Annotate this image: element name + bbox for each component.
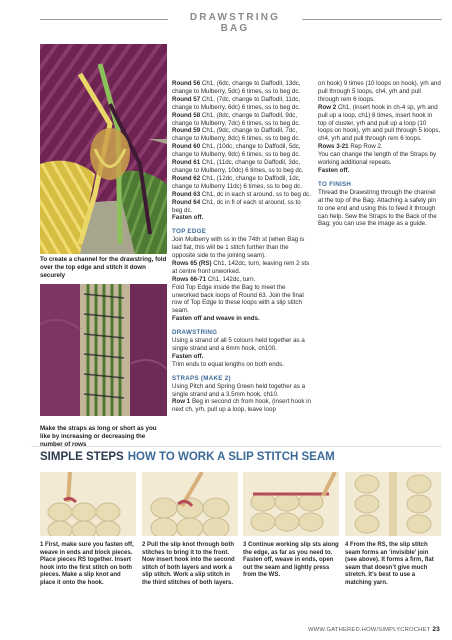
- step-4-body: From the RS, the slip stitch seam forms an ‘invisible’ join (see above). It forms a firm, flat seam that doesn’t give much stretch. It’s best to use a matching yarn.: [345, 542, 434, 586]
- rows66-text: Ch1, 142dc, turn.: [206, 275, 256, 283]
- round-label: Round 61: [172, 159, 201, 167]
- step-4-photo: [345, 472, 441, 536]
- step-4-number: 4: [345, 542, 349, 548]
- straps-fasten: Fasten off.: [318, 166, 350, 174]
- step-1-number: 1: [40, 542, 44, 548]
- top-edge-fold: Fold Top Edge inside the Bag to meet the unworked back loops of Round 63. Join the final row of Top Edge to these loops with a slip stitch seam.: [172, 283, 304, 315]
- rows3-label: Rows 3-21: [318, 143, 349, 151]
- round-64-instruction: [172, 199, 312, 215]
- drawstring-heading: DRAWSTRING: [172, 329, 218, 337]
- round-text: Ch1, (8dc, change to Daffodil, 9dc, change to Mulberry, 7dc) 6 times, ss to beg dc.: [172, 111, 301, 127]
- drawstring-trim: Trim ends to equal lengths on both ends.: [172, 360, 284, 368]
- straps-row1-text: Beg in second ch from hook, (insert hook in next ch, yrh, pull up a loop, leave loop: [172, 398, 311, 414]
- step-1-photo: [40, 472, 136, 536]
- round-text: Ch1, (11dc, change to Daffodil, 3dc, change to Mulberry, 10dc) 6 times, ss to beg dc.: [172, 159, 304, 174]
- round-62-instruction: [172, 175, 312, 191]
- change-length-note: You can change the length of the Straps by working additional repeats.: [318, 151, 437, 167]
- step-2-number: 2: [142, 542, 146, 548]
- simple-steps-label: SIMPLE STEPS: [40, 451, 124, 463]
- step-3-body: Continue working slip sts along the edge, as far as you need to. Fasten off, weave in ends, open out the seam and lightly press from the WS.: [243, 542, 339, 579]
- round-63-instruction: [172, 191, 312, 199]
- straps-photo: [40, 284, 167, 416]
- fasten-off-1: Fasten off.: [172, 214, 204, 222]
- page-footer: [308, 626, 440, 633]
- row2-text: Ch1, (insert hook in ch-4 sp, yrh and pull up a loop, ch1) 8 times, insert hook in top of cluster, yrh and pull up a loop (10 loops on hook), yrh and pull through 5 loops, ch4, yrh and pull through rem 6 loops.: [318, 103, 441, 143]
- row65-label: Rows 65 (RS): [172, 259, 212, 267]
- row1-continued: on hook) 9 times (10 loops on hook), yrh and pull through 5 loops, ch4, yrh and pull through rem 6 loops.: [318, 80, 441, 103]
- drawstring-body: Using a strand of all 5 colours held together as a single strand and a 6mm hook, ch100.: [172, 337, 305, 352]
- step-3-photo: [243, 472, 339, 536]
- page-number: 23: [432, 626, 440, 633]
- round-label: Round 56: [172, 80, 201, 87]
- header-rule-left: [40, 19, 168, 20]
- round-text: Ch1, (10dc, change to Daffodil, 5dc, change to Mulberry, 9dc) 6 times, ss to beg dc.: [172, 143, 301, 159]
- row2-label: Row 2: [318, 103, 337, 111]
- pattern-column-2: [318, 80, 442, 228]
- drawstring-fasten: Fasten off.: [172, 352, 204, 360]
- top-edge-heading: TOP EDGE: [172, 228, 207, 236]
- round-label: Round 64: [172, 198, 201, 206]
- round-label: Round 59: [172, 127, 201, 135]
- top-edge-intro: Join Mulberry with ss in the 74th st (when Bag is laid flat, this will be 1 stitch further than the opposite side to the joining seam).: [172, 236, 305, 260]
- round-text: Ch1, dc in fl of each st around, ss to beg dc.: [172, 198, 301, 214]
- simple-steps-subtitle: HOW TO WORK A SLIP STITCH SEAM: [127, 451, 335, 463]
- footer-url: WWW.GATHERED.HOW/SIMPLYCROCHET: [307, 627, 431, 633]
- round-label: Round 58: [172, 111, 201, 119]
- header-rule-right: [302, 19, 442, 20]
- step-2-photo: [142, 472, 238, 536]
- simple-steps-title: [40, 451, 335, 463]
- rows66-label: Rows 66-71: [172, 275, 207, 283]
- round-60-instruction: [172, 143, 312, 159]
- step-1-body: First, make sure you fasten off, weave in ends and block pieces. Place pieces RS together. Insert hook into the first stitch on both pieces. Make a slip knot and place it onto the hook.: [40, 542, 134, 586]
- pattern-column-1: [172, 80, 312, 414]
- step-2-text: [142, 542, 238, 588]
- round-59-instruction: [172, 127, 312, 143]
- step-3-text: [243, 542, 339, 580]
- caption-channel: To create a channel for the drawstring, fold over the top edge and stitch it down securely: [40, 256, 167, 279]
- header-title: DRAWSTRING BAG: [189, 12, 281, 34]
- round-text: Ch1, (12dc, change to Daffodil, 1dc, change to Mulberry 11dc) 6 times, ss to beg dc.: [172, 174, 302, 190]
- straps-row1-label: Row 1: [172, 398, 191, 406]
- round-56-instruction: [172, 80, 312, 96]
- straps-body: Using Pitch and Spring Green held together as a single strand and a 3.5mm hook, ch10.: [172, 382, 306, 398]
- to-finish-heading: TO FINISH: [318, 180, 352, 188]
- round-58-instruction: [172, 112, 312, 128]
- row65-text: Ch1, 142dc, turn, leaving rem 2 sts at centre front unworked.: [172, 259, 310, 275]
- round-61-instruction: [172, 159, 312, 175]
- round-label: Round 63: [172, 190, 201, 198]
- step-4-text: [345, 542, 441, 588]
- running-header: [0, 0, 452, 40]
- to-finish-body: Thread the Drawstring through the channel at the top of the Bag. Attaching a safety pin to one end and using this to feed it through can help. Sew the Straps to the Back of the Bag; you can use the image as a guide.: [318, 188, 437, 228]
- round-text: Ch1, (6dc, change to Daffodil, 13dc, change to Mulberry, 5dc) 6 times, ss to beg dc.: [172, 80, 301, 95]
- round-label: Round 57: [172, 95, 201, 103]
- round-text: Ch1, (7dc, change to Daffodil, 11dc, change to Mulberry, 6dc) 6 times, ss to beg dc.: [172, 95, 301, 111]
- round-57-instruction: [172, 96, 312, 112]
- step-3-number: 3: [243, 542, 247, 548]
- rows3-text: Rep Row 2.: [348, 143, 383, 151]
- round-label: Round 60: [172, 143, 201, 151]
- straps-heading: STRAPS (MAKE 2): [172, 374, 231, 382]
- step-2-body: Pull the slip knot through both stitches to bring it to the front. Now insert hook into the second stitch of both layers and work a slip stitch. Work a slip stitch in the third stitches of both layers.: [142, 542, 235, 586]
- bag-photo: [40, 44, 167, 254]
- rounds-list: [172, 80, 312, 214]
- round-text: Ch1, dc in each st around, ss to beg dc.: [200, 190, 311, 198]
- round-text: Ch1, (9dc, change to Daffodil, 7dc, change to Mulberry, 8dc) 6 times, ss to beg dc.: [172, 127, 301, 143]
- caption-straps: Make the straps as long or short as you like by increasing or decreasing the number of rows: [40, 425, 157, 448]
- top-edge-fasten: Fasten off and weave in ends.: [172, 315, 260, 323]
- round-label: Round 62: [172, 174, 201, 182]
- step-1-text: [40, 542, 136, 588]
